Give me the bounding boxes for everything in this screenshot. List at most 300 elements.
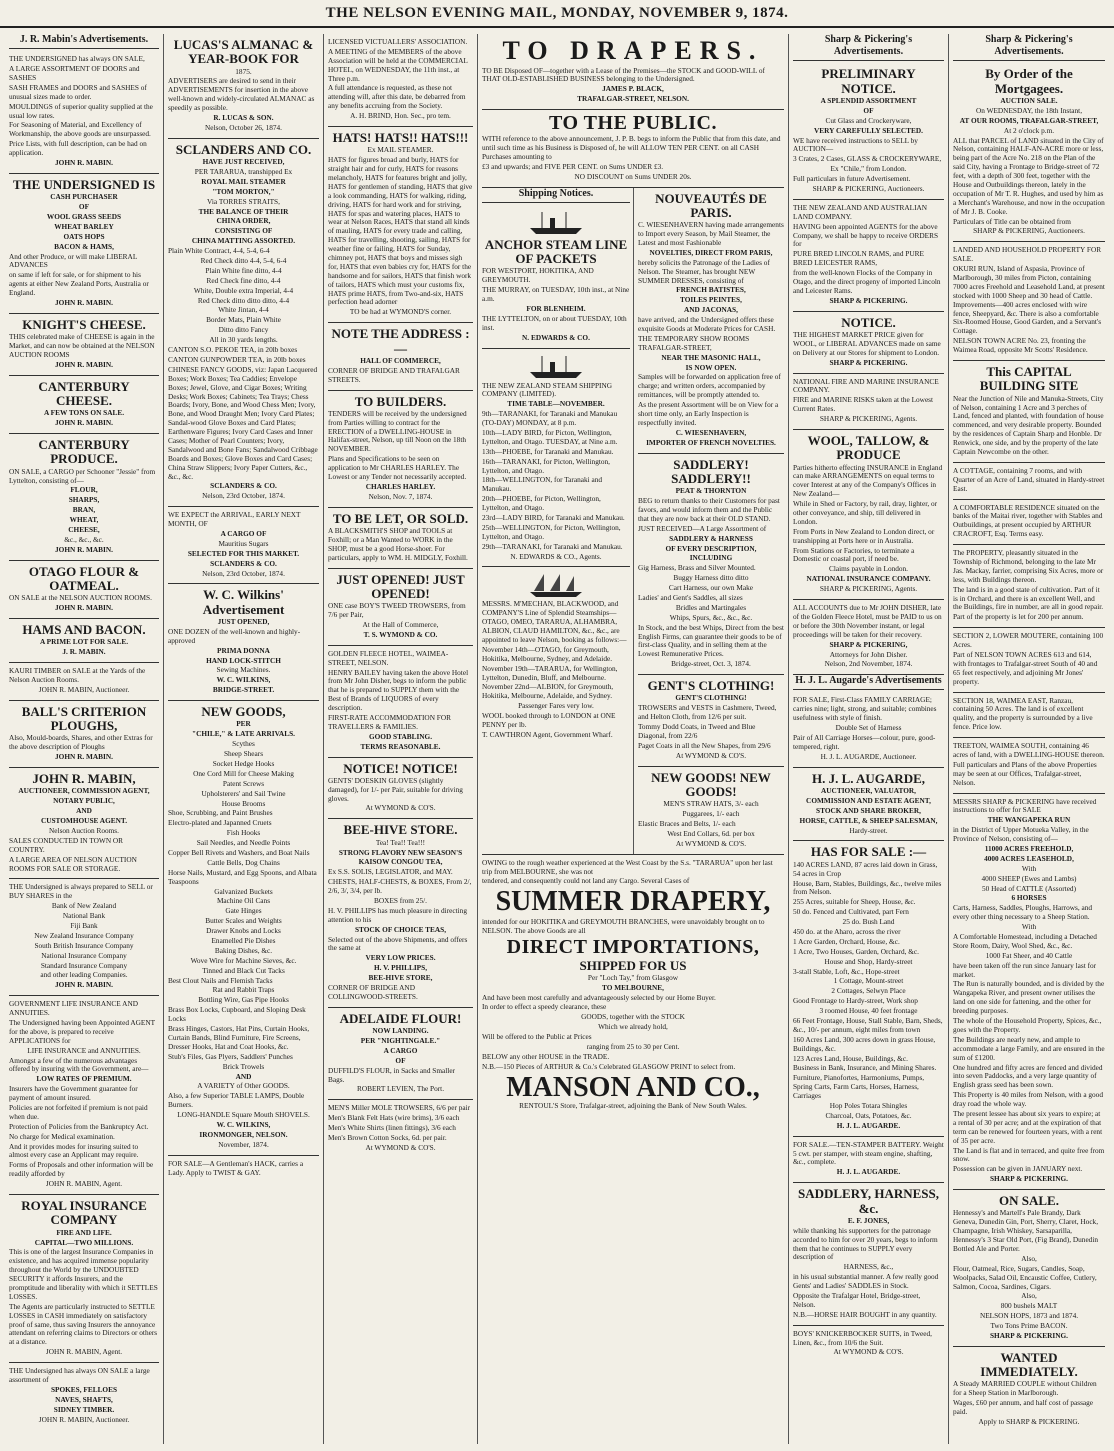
ad-line: 3 roomed House, 40 feet frontage	[819, 1006, 918, 1016]
ad-knights-cheese	[9, 314, 159, 376]
ad-line: Elastic Braces and Belts, 1/- each	[637, 819, 736, 828]
ad-line: FOR WESTPORT, HOKITIKA, AND GREYMOUTH.	[482, 266, 594, 285]
ad-line: WITH reference to the above announcement, J. P. B. begs to inform the Public that from this date, and until such time as his Business is Disposed of, he will ALLOW TEN PER CENT. on all CASH Purchases amounting to	[482, 134, 781, 161]
ad-line: DUFFILD'S FLOUR, in Sacks and Smaller Bags.	[328, 1065, 455, 1084]
ad-line: CHINA ORDER,	[216, 216, 271, 226]
ad-has-for-sale	[793, 841, 944, 1136]
ad-line: Wove Wire for Machine Sieves, &c.	[190, 955, 297, 965]
ad-line: Also,	[1021, 1291, 1037, 1301]
ad-line: At WYMOND & CO'S.	[365, 803, 436, 813]
ad-line: IRONMONGER, NELSON.	[199, 1129, 288, 1139]
ad-line: THE NEW ZEALAND AND AUSTRALIAN LAND COMPANY.	[793, 202, 928, 221]
ad-line: Particulars of Title can be obtained from	[953, 216, 1071, 226]
ad-line: FIRST-RATE ACCOMMODATION FOR TRAVELLERS & FAMILIES.	[328, 712, 451, 731]
ad-line: BEE-HIVE STORE.	[343, 822, 458, 838]
ad-line: 1 Acre, Two Houses, Garden, Orchard, &c.	[793, 946, 919, 956]
column-rule	[948, 34, 949, 1444]
ad-building-site	[953, 361, 1105, 463]
ad-line: JAMES P. BLACK,	[602, 84, 664, 94]
ad-line: 140 ACRES LAND, 87 acres laid down in Grass, 54 acres in Crop	[793, 859, 938, 878]
ad-line: FIRE and MARINE RISKS taken at the Lowest Current Rates.	[793, 395, 934, 414]
ad-sewing-machines	[168, 584, 319, 701]
ad-line: W. C. WILKINS,	[216, 1119, 271, 1129]
ad-mabin-auctioneer	[9, 768, 159, 879]
ad-line: Patent Screws	[222, 778, 265, 788]
ad-line: JOHN R. MABIN.	[55, 752, 113, 762]
ad-line: 10th—LADY BIRD, for Picton, Wellington, Lyttelton, and Otago. TUESDAY, at Nine a.m.	[482, 427, 618, 446]
ad-line: Pair of All Carriage Horses—colour, pure, good-tempered, right.	[793, 733, 936, 751]
ad-line: N.B.—HORSE HAIR BOUGHT in any quantity.	[793, 1309, 937, 1319]
ad-line: Brass Hinges, Castors, Hat Pins, Curtain Hooks, Curtain Bands, Blind Furniture, Fire Screens, Dresser Hooks, Hat and Coat Hooks, &c.	[168, 1024, 310, 1051]
ad-line: Per "Loch Tay," from Glasgow	[587, 972, 679, 982]
ad-line: while thanking his supporters for the patronage accorded to him for over 20 years, begs to inform them that he continues to SUPPLY every description of	[793, 1225, 938, 1262]
ad-line: AND	[235, 1071, 252, 1081]
sailing-ship-icon	[526, 572, 586, 598]
ad-line: At WYMOND & CO'S.	[675, 838, 747, 848]
ad-line: Enamelled Pie Dishes	[211, 936, 276, 946]
ad-lower-moutere	[953, 628, 1105, 692]
ad-line: Plans and Specifications to be seen on application to Mr CHARLES HARLEY. The Lowest or any Tender not necessarily accepted.	[328, 454, 467, 482]
ad-line: WOOL GRASS SEEDS	[46, 211, 122, 221]
ad-line: SHARP & PICKERING, Auctioneers.	[812, 183, 925, 193]
masthead: THE NELSON EVENING MAIL, MONDAY, NOVEMBER 9, 1874.	[0, 0, 1114, 28]
ad-residence	[953, 500, 1105, 546]
ad-line: OTAGO FLOUR & OATMEAL.	[28, 563, 140, 593]
ad-richmond-property	[953, 545, 1105, 628]
ad-sclanders-china	[168, 139, 319, 507]
ad-line: Whips, Spurs, &c., &c., &c.	[669, 612, 753, 622]
ad-line: JOHN R. MABIN, Agent.	[45, 1347, 123, 1357]
ad-line: NATIONAL INSURANCE COMPANY.	[806, 574, 931, 584]
ad-line: Tea! Tea!! Tea!!!	[375, 837, 426, 847]
ad-line: Passenger Fares very low.	[518, 701, 594, 711]
ad-line: ROBERT LEVIEN, The Port.	[356, 1084, 445, 1094]
ad-line: C. WIESENHAVERN having made arrangements to Import every Season, by Mail Steamer, the Latest and most Fashionable	[637, 220, 784, 247]
ad-line: Ditto ditto Fancy	[218, 325, 269, 335]
ad-ploughs	[9, 701, 159, 768]
ad-line: Red Check ditto ditto ditto, 4-4	[197, 295, 290, 305]
ad-line: Ladies' and Gent's Saddles, all sizes	[637, 592, 743, 602]
ad-line: H. J. L. AUGARDE.	[836, 1167, 901, 1177]
ad-shares	[9, 879, 159, 996]
ad-hall-of-commerce	[328, 323, 473, 390]
ad-line: 1 Acre Garden, Orchard, House, &c.	[793, 936, 900, 946]
column-1	[6, 34, 162, 1444]
ad-line: OF	[78, 202, 90, 212]
ad-saddlery-peat-thornton	[638, 454, 784, 676]
ad-wangapeka-run	[953, 794, 1105, 1191]
ad-line: Also, a few Superior TABLE LAMPS, Double Burners.	[168, 1091, 305, 1110]
ad-line: NOTARY PUBLIC,	[53, 796, 115, 806]
draper-body	[482, 67, 784, 105]
ad-line: TERMS REASONABLE.	[360, 741, 441, 751]
ad-line: Flour, Oatmeal, Rice, Sugars, Candles, Soap, Woolpacks, Salad Oil, Encaustic Coffee, Cutlery, Salmon, Cocoa, Sardines, Cigars.	[953, 1263, 1097, 1291]
ad-line: This Property is 40 miles from Nelson, with a good dray road the whole way.	[953, 1090, 1103, 1109]
ad-wanted	[953, 1347, 1105, 1432]
ad-line: JUST OPENED! JUST OPENED!	[336, 571, 465, 601]
ad-summer-drapery	[482, 855, 784, 1115]
ad-line: FRENCH BATISTES,	[676, 285, 746, 295]
ad-line: KNIGHT'S CHEESE.	[22, 316, 146, 332]
ad-line: West End Collars, 6d. per box	[667, 828, 755, 838]
ad-line: SCLANDERS & CO.	[210, 558, 277, 568]
ad-line: intended for our HOKITIKA and GREYMOUTH BRANCHES, were unavoidably brought on to NELSON. The above Goods are all	[482, 916, 765, 935]
ad-line: Ex S.S. SOLIS, LEGISLATOR, and MAY.	[328, 867, 453, 877]
ad-line: 50 do. Fenced and Cultivated, part Fern	[793, 907, 909, 917]
ad-line: Drawer Knobs and Locks	[206, 926, 281, 936]
ad-line: FOR BLENHEIM.	[526, 303, 586, 313]
ad-line: One hundred and fifty acres are fenced and divided into seven Paddocks, and a very large quantity of English grass seed has been sown.	[953, 1062, 1103, 1090]
ad-line: Sewing Machines.	[216, 665, 271, 675]
ad-line: Apply to SHARP & PICKERING.	[978, 1417, 1080, 1426]
ad-line: SHARP & PICKERING, Agents.	[819, 584, 918, 594]
ad-line: OWING to the rough weather experienced at the West Coast by the S.s. "TARARUA" upon her last trip from MELBOURNE, she was not	[482, 857, 773, 876]
ad-line: GOOD STABLING.	[368, 731, 433, 741]
ad-line: VERY LOW PRICES.	[365, 953, 436, 963]
ad-line: ranging from 25 to 30 per Cent.	[586, 1042, 680, 1052]
ad-line: T. CAWTHRON Agent, Government Wharf.	[482, 729, 613, 739]
ad-line: Furniture, Pianofortes, Harmoniums, Pumps, Spring Carts, Farm Carts, Horses, Harness, Carriages	[793, 1073, 925, 1101]
ad-line: Charcoal, Oats, Potatoes, &c.	[825, 1110, 912, 1120]
ad-line: Cart Harness, our own Make	[668, 583, 754, 593]
ad-line: 123 Acres Land, House, Buildings, &c.	[793, 1053, 908, 1063]
ad-line: 23rd—LADY BIRD, for Taranaki and Manukau.	[482, 512, 625, 522]
manson-address: RENTOUL'S Store, Trafalgar-street, adjoining the Bank of New South Wales.	[519, 1101, 747, 1111]
ad-line: GOVERNMENT LIFE INSURANCE AND ANNUITIES.	[9, 999, 138, 1018]
ad-line: CAPITAL—TWO MILLIONS.	[34, 1237, 134, 1247]
ad-line: SADDLERY! SADDLERY!!	[671, 456, 751, 486]
ad-line: Gate Hinges	[225, 906, 262, 916]
ad-line: Part of the property is let for 200 per annum.	[953, 612, 1084, 622]
ad-landed-property	[953, 242, 1105, 361]
ad-just-opened	[328, 569, 473, 646]
ad-line: HATS for figures broad and burly, HATS for straight hair and for curly, HATS for reasons melancholy, HATS for features bright and jolly, HATS for gentlemen of standing, HATS that give a look commanding, HATS for walking, riding, driving, HATS for hard work and for striving, HATS for spas and watering places, HATS to wear at Nelson Races, HATS that stand all kinds of mauling, HATS for every trade and calling, HATS for travelling, shooting, sailing, HATS for weather fine or failing, HATS for Sunday, chimney pot, HATS that boys and misses sigh for, HATS that even babies cry for, HATS for the handsome and for sailors, HATS that finish work of tailors, HATS which must your customs fix, HATS prime HATS, from Two-and-six, HATS perfection head adorner	[328, 155, 473, 307]
ad-line: SHARP & PICKERING, Auctioneers.	[973, 226, 1085, 236]
ad-line: 1 Cottage, Mount-street	[833, 976, 904, 986]
ad-line: H. V. PHILLIPS,	[373, 963, 428, 973]
ad-line: And it provides modes for insuring suited to almost every case an Applicant may require.	[9, 1141, 139, 1160]
ad-line: The land is in a good state of cultivation. Part of it is in Orchard, and there is an excellent Well, and the Buildings, fire in number, are all in good repair.	[953, 584, 1104, 612]
ad-to-the-public	[482, 110, 784, 187]
ad-line: 800 bushels MALT	[1000, 1301, 1058, 1311]
ad-line: PER TARARUA, transhipped Ex	[194, 167, 293, 177]
ad-line: on same if left for sale, or for shipment to his agents at either New Zealand Ports, Australia or England.	[9, 270, 149, 298]
ad-family-carriage	[793, 692, 944, 767]
ad-line: have been taken off the run since January last for market.	[953, 960, 1097, 979]
ad-line: Via TORRES STRAITS,	[207, 196, 280, 206]
ad-line: SHARP & PICKERING.	[829, 295, 908, 305]
ad-line: ON SALE.	[999, 1193, 1059, 1209]
ad-line: TO BE LET, OR SOLD.	[332, 510, 469, 526]
ad-line: &c., &c., &c.	[64, 534, 104, 544]
ad-line: THE Undersigned has always ON SALE a large assortment of	[9, 1366, 150, 1384]
ad-line: BRIDGE-STREET.	[212, 685, 275, 695]
ad-line: Nelson Auction Rooms.	[49, 825, 119, 835]
ad-line: NOTICE.	[841, 314, 896, 330]
ad-line: WHEAT BARLEY	[54, 221, 114, 231]
ad-line: N.B.—150 Pieces of ARTHUR & Co.'s Celebrated GLASGOW PRINT to select from.	[482, 1061, 736, 1071]
ad-line: Socket Hedge Hooks	[212, 759, 275, 768]
ad-line: STOCK AND SHARE BROKER,	[816, 805, 921, 815]
ad-line: 25th—WELLINGTON, for Picton, Wellington, Lyttelton, and Otago.	[482, 522, 621, 541]
ad-line: PRELIMINARY NOTICE.	[821, 66, 916, 96]
ad-line: VERY CAREFULLY SELECTED.	[813, 125, 924, 135]
ad-line: OF EVERY DESCRIPTION,	[665, 543, 757, 553]
ad-line: HAND LOCK-STITCH	[206, 655, 281, 665]
ad-line: ADELAIDE FLOUR!	[339, 1010, 462, 1026]
ad-line: MESSRS SHARP & PICKERING have received instructions to offer for SALE	[953, 796, 1097, 815]
ad-line: BRAN,	[72, 505, 96, 515]
ad-line: Part of NELSON TOWN ACRES 613 and 614, with frontages to Trafalgar-street South of 40 and 65 feet respectively, and adjoining Mr Jones' property.	[953, 649, 1098, 686]
augarde-header: H. J. L. Augarde's Advertisements	[793, 675, 944, 690]
ad-line: N. EDWARDS & CO., Agents.	[510, 551, 602, 561]
ad-hams-bacon	[9, 619, 159, 663]
ad-treeton	[953, 738, 1105, 793]
ad-line: At the Hall of Commerce,	[362, 619, 439, 629]
ad-line: NEW GOODS! NEW GOODS!	[651, 769, 771, 799]
ad-line: NO DISCOUNT on Sums UNDER 20s.	[574, 171, 692, 181]
ad-line: HARNESS, &c.,	[843, 1262, 894, 1272]
ad-line: Fiji Bank	[70, 920, 98, 930]
ad-line: W. C. WILKINS,	[216, 675, 271, 685]
summer-drapery-title: SUMMER DRAPERY,	[495, 886, 771, 918]
ad-line: Will be offered to the Public at Prices	[482, 1032, 592, 1042]
ad-line: THE NEW ZEALAND STEAM SHIPPING COMPANY (LIMITED).	[482, 380, 612, 399]
ad-line: This CAPITAL BUILDING SITE	[979, 364, 1079, 394]
paris-saddlery-column	[638, 188, 784, 854]
ad-line: 9th—TARANAKI, for Taranaki and Manukau (TO-DAY) MONDAY, at 8 p.m.	[482, 409, 618, 428]
ad-line: The Buildings are nearly new, and ample to accommodate a large Family, and are ensured in the sum of £1200.	[953, 1034, 1105, 1062]
ad-line: Nelson, 23rd October, 1874.	[202, 491, 285, 501]
ad-line: TO be had at WYMOND'S corner.	[349, 307, 452, 317]
ad-line: JOHN R. MABIN,	[32, 771, 136, 787]
ad-line: A COMFORTABLE RESIDENCE situated on the banks of the Maitai river, together with Stables and Outbuildings, at present occupied by ARTHUR CRACROFT, Esq. Terms easy.	[953, 502, 1103, 539]
ad-new-goods	[168, 701, 319, 1155]
ad-line: 25 do. Bush Land	[842, 917, 895, 927]
ad-line: Full particulars in future Advertisement.	[793, 174, 911, 184]
ad-line: SPOKES, FELLOES	[50, 1384, 118, 1394]
ad-line: 1875.	[235, 66, 252, 76]
ad-line: No charge for Medical examination.	[9, 1131, 115, 1141]
ad-line: 29th—TARANAKI, for Taranaki and Manukau.	[482, 541, 623, 551]
ad-line: A PRIME LOT FOR SALE.	[39, 637, 129, 647]
ad-line: hereby solicits the Patronage of the Ladies of Nelson. The Steamer, has brought NEW SUMMER DRESSES, consisting of	[637, 257, 770, 285]
ad-line: SASH FRAMES and DOORS and SASHES of unusual sizes made to order.	[9, 82, 147, 101]
column-header: Sharp & Pickering's Advertisements.	[953, 34, 1105, 61]
ad-line: FOR SALE.—TEN-STAMPER BATTERY. Weight 5 cwt. per stamper, with steam engine, shafting, &c., complete.	[793, 1139, 944, 1167]
ad-line: Near the Junction of Nile and Manuka-Streets, City of Nelson, containing 1 Acre and 3 perches of Land, fenced and planted, with foundation of house commenced, and very desirable property. Bounded by the residences of Captain Sharp and Honble. Dr Renwick, one side, and by the property of the late Captain Newcombe on the other.	[953, 393, 1104, 456]
ad-canterbury-produce	[9, 434, 159, 561]
ad-line: JOHN R. MABIN.	[55, 157, 113, 167]
ad-line: House, Barn, Stables, Buildings, &c., twelve miles from Nelson.	[793, 878, 942, 897]
ad-line: OATS HOPS	[63, 231, 105, 241]
ad-line: WOOL, TALLOW, & PRODUCE	[807, 432, 930, 463]
ad-line: CHINA MATTING ASSORTED.	[191, 236, 296, 246]
ad-line: TO BE Disposed OF—together with a Lease of the Premises—the STOCK and GOOD-WILL of THAT OLD-ESTABLISHED BUSINESS belonging to the Undersigned.	[482, 65, 765, 84]
ad-augarde	[793, 768, 944, 842]
ad-line: Tinned and Black Cut Tacks	[202, 965, 285, 975]
ad-line: Price Lists, with full description, can be had on application.	[9, 139, 147, 158]
ad-line: This is one of the largest Insurance Companies in existence, and has acquired immense popularity throughout the World by the UNDOUBTED SECURITY it affords Insurers, and the promptitude and liberality with which it SETTLES LOSSES.	[9, 1247, 158, 1301]
ad-line: At WYMOND & CO'S.	[675, 750, 747, 760]
ad-line: NEW GOODS,	[201, 704, 286, 720]
column-header: J. R. Mabin's Advertisements.	[9, 34, 159, 49]
ad-line: Bottling Wire, Gas Pipe Hooks	[198, 995, 289, 1005]
ad-line: NELSON TOWN ACRE No. 23, fronting the Waimea Road, opposite Mr Scotts' Residence.	[953, 336, 1088, 355]
ad-line: BACON & HAMS,	[54, 241, 114, 251]
ad-line: Paget Coats in all the New Shapes, from 29/6	[637, 740, 771, 750]
ad-line: SHARPS,	[68, 495, 100, 505]
ad-mauritius-sugars	[168, 507, 319, 584]
ad-line: Fish Hooks	[226, 828, 261, 838]
ad-line: AND JACONAS,	[684, 305, 738, 315]
ad-line: The whole of the Household Property, Spices, &c., goes with the Property.	[953, 1016, 1102, 1034]
ad-line: INCLUDING	[689, 553, 733, 563]
ad-line: TO MELBOURNE,	[602, 982, 664, 992]
ad-line: A FEW TONS ON SALE.	[43, 408, 125, 418]
ad-line: WE have received instructions to SELL by AUCTION—	[793, 135, 918, 154]
ad-line: Sheep Shears	[223, 749, 264, 759]
ad-line: Horse Nails, Mustard, and Egg Spoons, and Albata Teaspoons	[168, 867, 317, 886]
ad-line: House Brooms	[221, 798, 266, 808]
ad-hats	[328, 127, 473, 323]
ad-cash-purchaser	[9, 174, 159, 314]
ad-line: NOTE THE ADDRESS :—	[331, 326, 470, 356]
ad-line: Carts, Harness, Saddles, Ploughs, Harrows, and every other thing necessary to a Sheep Station.	[953, 903, 1093, 922]
ad-line: As the present Assortment will be on View for a short time only, an Early Inspection is respectfully invited.	[637, 400, 779, 427]
ad-line: LANDED AND HOUSEHOLD PROPERTY FOR SALE.	[953, 245, 1102, 264]
ad-line: ONE case BOY'S TWEED TROWSERS, from 7/6 per Pair,	[328, 601, 466, 620]
ad-line: In order to effect a speedy clearance, these	[482, 1002, 607, 1012]
ad-line: THE UNDERSIGNED IS	[12, 176, 156, 192]
ad-line: HAVE JUST RECEIVED,	[202, 157, 285, 167]
ad-line: Puggarees, 1/- each	[682, 809, 740, 819]
ad-line: THIS celebrated make of CHEESE is again in the Market, and can now be obtained at the NELSON AUCTION ROOMS	[9, 332, 155, 359]
ad-line: NAVES, SHAFTS,	[55, 1394, 113, 1404]
ad-line: Best Clout Nails and Flemish Tacks	[168, 975, 273, 985]
ad-line: CASH PURCHASER	[50, 192, 118, 202]
ad-line: A COTTAGE, containing 7 rooms, and with Quarter of an Acre of Land, situated in Hardy-street East.	[953, 465, 1105, 493]
ad-line: CANTERBURY PRODUCE.	[38, 437, 130, 467]
ad-line: Which we already hold,	[598, 1022, 668, 1032]
ad-line: White, Double extra Imperial, 4-4	[193, 285, 294, 295]
ad-cottage	[953, 463, 1105, 500]
ad-line: tendered, and consequently could not land any Cargo. Several Cases of	[482, 876, 690, 886]
ad-line: WOOL booked through to LONDON at ONE PENNY per lb.	[482, 711, 616, 730]
ad-line: THE TEMPORARY SHOW ROOMS TRAFALGAR-STREET,	[637, 333, 750, 352]
ad-line: Protection of Policies from the Bankruptcy Act.	[9, 1121, 149, 1131]
ad-line: AUCTIONEER, VALUATOR,	[821, 786, 916, 795]
ad-line: The Land is flat and in terraced, and quite free from snow.	[953, 1145, 1105, 1164]
ad-line: 450 do. at the Aharo, across the river	[793, 926, 901, 936]
ad-line: Full particulars and Plans of the above Properties may be seen at our Offices, Trafalgar-street, Nelson.	[953, 759, 1097, 787]
ad-line: 11000 ACRES FREEHOLD,	[984, 844, 1074, 854]
ad-line: Nelson, 2nd November, 1874.	[824, 659, 913, 669]
ad-line: GENTS' DOESKIN GLOVES (slightly damaged), for 1/- per Pair, suitable for driving gloves.	[328, 775, 463, 803]
ad-auction-sale	[953, 63, 1105, 242]
ad-line: Machine Oil Cans	[216, 896, 271, 906]
ad-line: ANCHOR STEAM LINE OF PACKETS	[484, 236, 628, 267]
ad-doors-sashes	[9, 51, 159, 174]
ad-line: ON SALE at the NELSON AUCTION ROOMS.	[9, 593, 152, 603]
ad-line: Plain White fine ditto, 4-4	[205, 265, 282, 275]
ad-line: JOHN R. MABIN.	[55, 980, 113, 990]
ad-line: NOW LANDING.	[372, 1026, 429, 1036]
ad-line: HALL OF COMMERCE,	[360, 355, 441, 365]
ad-line: ADVERTISERS are desired to send in their ADVERTISEMENTS for insertion in the above well-known and widely-circulated ALMANAC as speedily as possible.	[168, 76, 315, 113]
ad-line: THE MURRAY, on TUESDAY, 10th inst., at Nine a.m.	[482, 285, 630, 304]
ad-line: A MEETING of the MEMBERS of the above Association will be held at the COMMERCIAL HOTEL, on WEDNESDAY, the 11th inst., at Three p.m.	[328, 46, 468, 83]
ad-line: November 22nd—ALBION, for Greymouth, Hokitika, Melbourne, Adelaide, and Sydney.	[482, 682, 614, 701]
ad-line: SADDLERY, HARNESS, &c.	[797, 1186, 940, 1216]
ad-line: SHARP & PICKERING,	[829, 639, 908, 649]
ad-line: 20th—PHOEBE, for Picton, Wellington, Lyttelton, and Otago.	[482, 494, 601, 513]
ad-line: Good Frontage to Hardy-street, Work shop	[793, 996, 918, 1006]
ad-line: SHARP & PICKERING.	[989, 1174, 1069, 1184]
ad-nouveautes-paris	[638, 188, 784, 454]
ad-line: CHARLES HARLEY.	[365, 481, 436, 491]
ad-hack-for-sale	[168, 1156, 319, 1183]
ad-lucas-almanac	[168, 34, 319, 139]
ad-to-let	[328, 508, 473, 569]
ad-line: CUSTOMHOUSE AGENT.	[40, 816, 128, 826]
ad-line: NOUVEAUTÉS DE PARIS.	[655, 190, 767, 220]
ad-line: 3-stall Stable, Loft, &c., Hope-street	[793, 966, 900, 976]
column-header: Sharp & Pickering's Advertisements.	[793, 34, 944, 61]
ad-line: Forms of Proposals and other information will be readily afforded by	[9, 1160, 154, 1179]
steamship-icon	[526, 210, 586, 236]
ad-line: A Steady MARRIED COUPLE without Children for a Sheep Station in Marlborough.	[953, 1379, 1097, 1398]
ad-line: Baking Dishes, &c.	[214, 945, 273, 955]
direct-importations-title: DIRECT IMPORTATIONS,	[506, 935, 760, 958]
ad-line: Cut Glass and Crockeryware,	[825, 115, 912, 125]
column-6	[790, 34, 947, 1444]
steamship-icon	[526, 354, 586, 380]
ad-line: The present lessee has about six years to expire; at a rental of 30 per acre; and at the expiration of that term can be renewed for fourteen years, with a rent of 35 per acre.	[953, 1108, 1103, 1145]
ad-line: PURE BRED LINCOLN RAMS, and PURE BRED LEICESTER RAMS,	[793, 249, 924, 268]
ad-line: PRIMA DONNA	[217, 645, 270, 655]
ad-line: SHARP & PICKERING.	[829, 357, 908, 367]
ad-line: Copper Bell Rivets and Washers, and Boat Nails	[168, 848, 310, 858]
ad-line: Ex "Chile," from London.	[830, 164, 907, 174]
ad-line: Bridles and Martingales	[675, 602, 747, 612]
ad-line: While in Shed or Factory, by rail, dray, lighter, or other conveyance, and ship, till delivered in London.	[793, 499, 938, 526]
ad-line: MEN'S Miller MOLE TROWSERS, 6/6 per pair	[328, 1103, 471, 1113]
ad-line: SHIPPED FOR US	[579, 957, 687, 973]
ad-line: BOYS' KNICKERBOCKER SUITS, in Tweed, Linen, &c., from 10/6 the Suit.	[793, 1328, 932, 1347]
ad-line: South British Insurance Company	[34, 940, 134, 950]
ad-line: ONE DOZEN of the well-known and highly-approved	[168, 626, 301, 645]
ad-line: Border Mats, Plain White	[206, 315, 281, 325]
ad-line: SIDNEY TIMBER.	[53, 1404, 115, 1414]
ad-canterbury-cheese	[9, 376, 159, 434]
ad-line: ROYAL MAIL STEAMER	[201, 176, 286, 186]
ad-line: Butter Scales and Weights	[205, 916, 282, 926]
ad-line: THE WANGAPEKA RUN	[987, 815, 1071, 825]
ad-line: OKURI RUN, Island of Aspasia, Province of Marlborough, 30 miles from Picton, containing 7000 acres Freehold and Leasehold Land, at present stocked with 1000 Sheep and 30 head of Cattle. Improvements—400 acres enclosed with wire fence, Sheepyard, &c. There is also a comfortable Six-Roomed House, Good Garden, and a Servant's Cottage.	[953, 264, 1105, 336]
ad-line: SCLANDERS & CO.	[210, 481, 277, 491]
ad-line: A LARGE ASSORTMENT OF DOORS and SASHES	[9, 64, 140, 82]
column-rule	[323, 34, 324, 1444]
ad-line: SHARP & PICKERING, Agents.	[819, 414, 918, 424]
ad-line: WHEAT,	[69, 515, 99, 525]
ad-line: TOILES PEINTES,	[680, 295, 742, 305]
ad-line: SADDLERY & HARNESS	[669, 533, 753, 543]
ad-line: Business in Bank, Insurance, and Mining Shares.	[793, 1063, 937, 1073]
ad-line: BALL'S CRITERION PLOUGHS,	[21, 703, 147, 734]
ad-line: Claims payable in London.	[828, 564, 909, 574]
ad-line: HAVING been appointed AGENTS for the above Company, we shall be happy to receive ORDERS for	[793, 221, 939, 249]
